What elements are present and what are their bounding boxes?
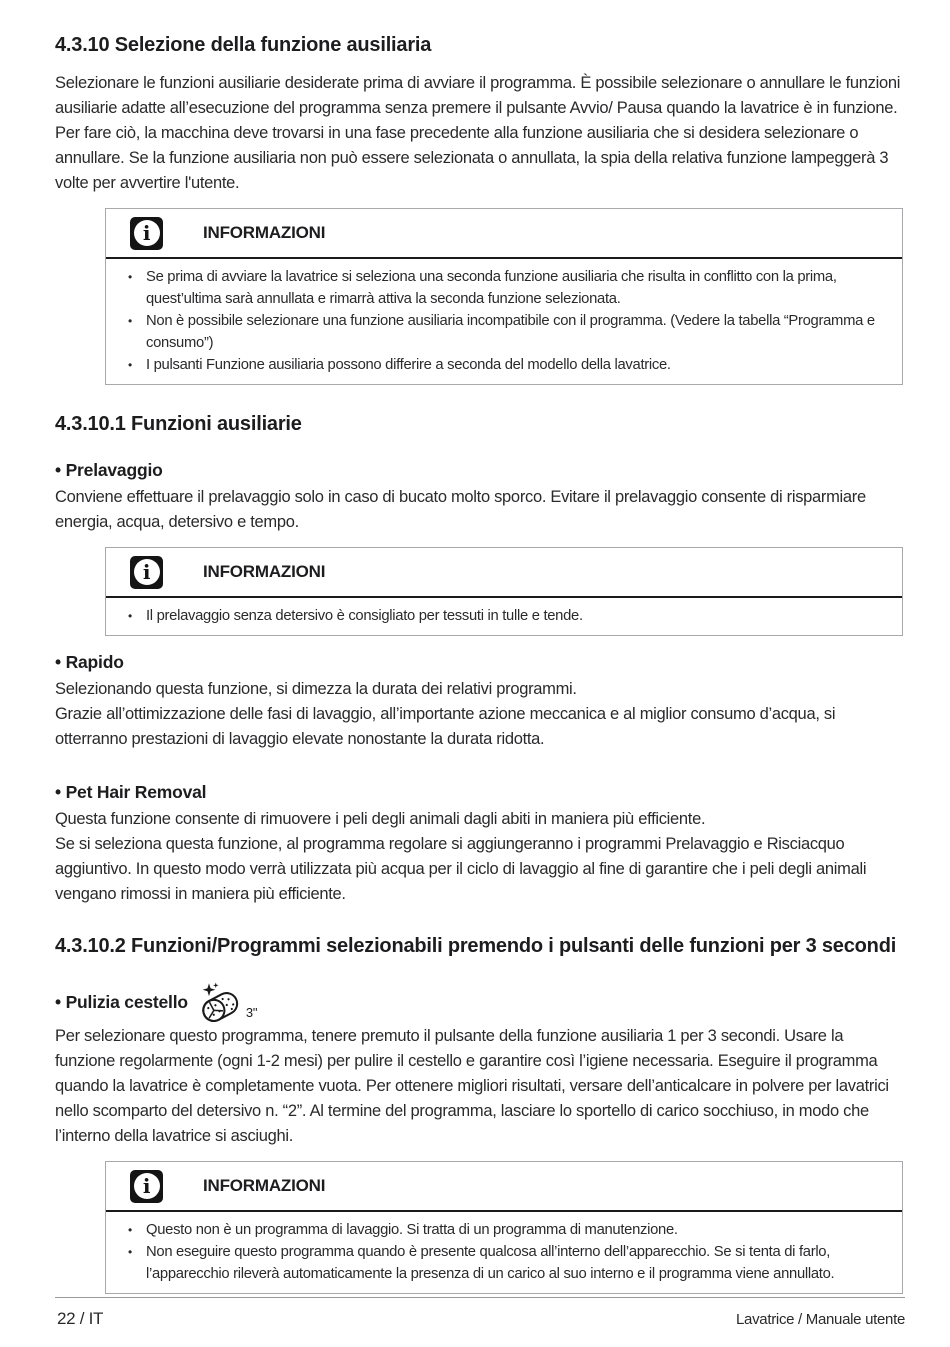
info-bullet: • Non è possibile selezionare una funzione ausiliaria incompatibile con il programma. (Vedere la tabella “Programma e consumo”) bbox=[120, 310, 888, 354]
info-box-2 bbox=[105, 547, 903, 636]
info-box-header bbox=[106, 548, 902, 598]
info-icon bbox=[130, 1170, 163, 1203]
feature-paragraph: Grazie all’ottimizzazione delle fasi di lavaggio, all’importante azione meccanica e al miglior consumo d’acqua, si otterranno prestazioni di lavaggio elevate nonostante la durata ridotta. bbox=[55, 705, 836, 748]
info-bullet: • Questo non è un programma di lavaggio. Si tratta di un programma di manutenzione. bbox=[120, 1219, 888, 1241]
info-box-1 bbox=[105, 208, 903, 385]
info-icon-glyph: i bbox=[134, 1173, 160, 1199]
feature-paragraph: Conviene effettuare il prelavaggio solo in caso di bucato molto sporco. Evitare il prelavaggio consente di risparmiare energia, acqua, detersivo e tempo. bbox=[55, 488, 866, 531]
page-footer bbox=[0, 1297, 950, 1347]
feature-title-pulizia-cestello-row bbox=[55, 982, 905, 1022]
drum-clean-icon bbox=[198, 982, 242, 1022]
info-icon bbox=[130, 556, 163, 589]
info-icon-glyph: i bbox=[134, 559, 160, 585]
info-icon bbox=[130, 217, 163, 250]
info-box-header bbox=[106, 1162, 902, 1212]
info-box-3 bbox=[105, 1161, 903, 1294]
info-box-header bbox=[106, 209, 902, 259]
sparkle-small-icon bbox=[213, 983, 219, 989]
info-box-title: INFORMAZIONI bbox=[203, 223, 326, 242]
feature-title-pulizia-cestello: • Pulizia cestello bbox=[55, 991, 188, 1012]
intro-paragraph: Selezionare le funzioni ausiliarie desiderate prima di avviare il programma. È possibile selezionare o annullare le funzioni ausiliarie adatte all’esecuzione del programma senza premere il pulsante Avvio/ Pausa quando la lavatrice è in funzione. Per fare ciò, la macchina deve trovarsi in una fase precedente alla funzione ausiliaria che si desidera selezionare o annullare. Se la funzione ausiliaria non può essere selezionata o annullata, la spia della relativa funzione lampeggerà 3 volte per avvertire l'utente. bbox=[55, 74, 901, 192]
duration-label: 3" bbox=[245, 1005, 258, 1020]
feature-paragraph: Selezionando questa funzione, si dimezza la durata dei relativi programmi. bbox=[55, 680, 577, 698]
info-bullet-list bbox=[106, 259, 902, 384]
info-bullet: • Non eseguire questo programma quando è presente qualcosa all’interno dell’apparecchio. Se si tenta di farlo, l’apparecchio rileverà automaticamente la presenza di un carico al suo interno e il programma viene annullato. bbox=[120, 1241, 888, 1285]
feature-paragraph: Questa funzione consente di rimuovere i peli degli animali dagli abiti in maniera più efficiente. bbox=[55, 810, 706, 828]
section-heading-43102: 4.3.10.2 Funzioni/Programmi selezionabili premendo i pulsanti delle funzioni per 3 secondi bbox=[55, 935, 897, 957]
info-bullet-list bbox=[106, 1212, 902, 1293]
section-heading-43101: 4.3.10.1 Funzioni ausiliarie bbox=[55, 413, 302, 435]
feature-title-pet-hair-removal: • Pet Hair Removal bbox=[55, 782, 207, 802]
info-bullet: • I pulsanti Funzione ausiliaria possono differire a seconda del modello della lavatrice. bbox=[120, 354, 888, 376]
footer-divider bbox=[55, 1297, 905, 1298]
info-box-title: INFORMAZIONI bbox=[203, 562, 326, 581]
info-bullet: • Se prima di avviare la lavatrice si seleziona una seconda funzione ausiliaria che risulta in conflitto con la prima, quest’ultima sarà annullata e rimarrà attiva la seconda funzione selezionata. bbox=[120, 266, 888, 310]
info-icon-glyph: i bbox=[134, 220, 160, 246]
info-bullet: • Il prelavaggio senza detersivo è consigliato per tessuti in tulle e tende. bbox=[120, 605, 888, 627]
feature-paragraph: Per selezionare questo programma, tenere premuto il pulsante della funzione ausiliaria 1 per 3 secondi. Usare la funzione regolarmente (ogni 1-2 mesi) per pulire il cestello e garantire così l’igiene necessaria. Eseguire il programma quando la lavatrice è completamente vuota. Per ottenere migliori risultati, versare dell’anticalcare in polvere per lavatrici nello scomparto del detersivo n. “2”. Al termine del programma, lasciare lo sportello di carico socchiuso, in modo che l’interno della lavatrice si asciughi. bbox=[55, 1027, 889, 1145]
page-number: 22 / IT bbox=[57, 1309, 104, 1328]
feature-title-prelavaggio: • Prelavaggio bbox=[55, 460, 163, 480]
manual-title: Lavatrice / Manuale utente bbox=[736, 1311, 905, 1328]
feature-title-rapido: • Rapido bbox=[55, 652, 124, 672]
section-heading-4310: 4.3.10 Selezione della funzione ausiliaria bbox=[55, 34, 432, 56]
info-box-title: INFORMAZIONI bbox=[203, 1176, 326, 1195]
feature-paragraph: Se si seleziona questa funzione, al programma regolare si aggiungeranno i programmi Prelavaggio e Risciacquo aggiuntivo. In questo modo verrà utilizzata più acqua per il ciclo di lavaggio al fine di garantire che i peli degli animali vengano rimossi in maniera più efficiente. bbox=[55, 835, 867, 903]
info-bullet-list bbox=[106, 598, 902, 635]
